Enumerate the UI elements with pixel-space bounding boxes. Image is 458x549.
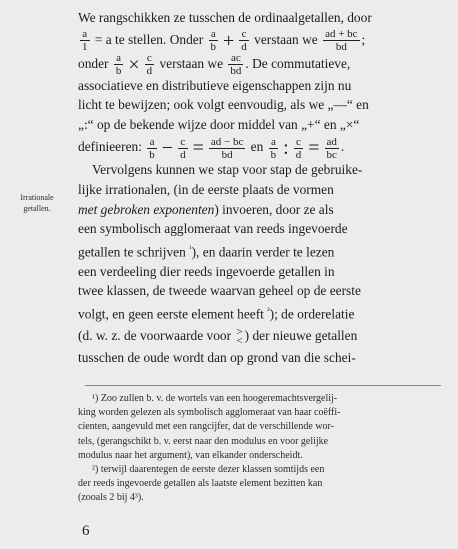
body-line-formula [78, 134, 444, 160]
body-line-formula [78, 28, 444, 52]
text-run: volgt, en geen eerste element heeft [78, 306, 268, 322]
numerator: ad [326, 135, 337, 148]
numerator: c [178, 136, 188, 149]
text-run: verstaan we [156, 55, 227, 71]
footnote-ref: ² [267, 306, 270, 315]
minus-operator: − [161, 137, 174, 160]
numerator: a [269, 136, 279, 149]
body-line-formula [78, 52, 444, 76]
numerator: ac [228, 52, 243, 65]
text-run: en [247, 139, 267, 155]
footnote-line: ¹) Zoo zullen b. v. de wortels van een hoogeremachtsvergelij- [92, 393, 338, 404]
footnote-line: tels, (gerangschikt b. v. eerst naar den modulus en voor gelijke [78, 435, 329, 447]
denominator: bd [230, 65, 242, 76]
plus-operator: + [223, 29, 235, 52]
denominator: d [295, 148, 302, 161]
body-line: een symbolisch agglomeraat van reeds ingevoerde [78, 221, 348, 237]
body-line: „:“ op de bekende wijze door middel van „+“ en „×“ [78, 116, 360, 132]
denominator: bd [221, 148, 233, 161]
fraction [323, 28, 359, 52]
numerator: ad + bc [325, 28, 358, 41]
denominator: b [210, 41, 217, 52]
body-line: tusschen de oude wordt dan op grond van die schei- [78, 350, 356, 366]
page-number: 6 [82, 523, 90, 539]
text-run: ) invoeren, door ze als [214, 201, 334, 217]
text-run: = a te stellen. Onder [91, 31, 207, 47]
numerator: a [147, 136, 157, 149]
body-line [78, 239, 444, 262]
footnote-ref: ¹ [189, 243, 192, 253]
text-run: (d. w. z. de voorwaarde voor [78, 328, 235, 344]
text-run: ); de orderelatie [269, 306, 355, 322]
footnotes [78, 392, 444, 506]
fraction [239, 28, 249, 52]
body-line: licht te bewijzen; ook volgt eenvoudig, als we „—“ en [78, 97, 369, 113]
denominator: b [270, 148, 277, 161]
footnote-line: (zooals 2 bij 4³). [78, 492, 144, 504]
numerator: a [114, 52, 124, 65]
fraction [147, 136, 157, 161]
text-run: definieeren: [78, 139, 146, 155]
divide-operator: : [283, 137, 289, 160]
fraction [145, 52, 155, 76]
denominator: b [115, 65, 122, 76]
denominator: bd [335, 41, 347, 52]
footnote-line: der reeds ingevoerde getallen als laatste element bezitten kan [78, 478, 323, 490]
body-line: We rangschikken ze tusschen de ordinaalgetallen, door [78, 10, 372, 25]
greater-symbol: > [236, 325, 243, 338]
denominator: 1 [82, 41, 88, 52]
body-line: Vervolgens kunnen we stap voor stap de gebruike- [92, 162, 363, 178]
fraction [209, 28, 219, 52]
fraction [114, 52, 124, 76]
margin-note-line: Irrationale [20, 193, 54, 202]
equals-sign: = [192, 137, 204, 160]
numerator: a [209, 28, 219, 41]
body-line: associatieve en distributieve eigenschappen zijn nu [78, 77, 352, 93]
fraction [294, 136, 304, 161]
fraction [209, 136, 245, 161]
body-line: twee klassen, de tweede waarvan geheel op de eerste [78, 283, 361, 299]
numerator: ad − bc [210, 135, 244, 148]
footnote-line: king worden gelezen als symbolisch agglomeraat van haar coëffi- [78, 407, 341, 419]
denominator: d [180, 148, 186, 161]
less-symbol: < [236, 334, 243, 347]
margin-note-line: getallen. [23, 204, 51, 213]
text-run: verstaan we [250, 31, 322, 47]
body-text [78, 8, 444, 368]
text-run: ; [361, 31, 366, 47]
margin-note [8, 192, 66, 214]
denominator: d [146, 65, 153, 76]
body-line [78, 301, 444, 324]
denominator: b [149, 148, 155, 161]
footnote-divider [85, 385, 441, 386]
fraction [178, 136, 188, 161]
times-operator: × [128, 53, 140, 76]
fraction [80, 28, 90, 52]
text-run: . De commutatieve, [245, 55, 351, 71]
denominator: bc [326, 148, 337, 161]
equals-sign: = [308, 137, 320, 160]
numerator: a [80, 28, 90, 41]
order-relation-symbol [236, 325, 243, 347]
footnote-line: ²) terwijl daarentegen de eerste dezer klassen somtijds een [92, 464, 325, 476]
text-run: ) der nieuwe getallen [244, 328, 358, 344]
body-line: een verdeeling dier reeds ingevoerde getallen in [78, 263, 335, 279]
fraction [269, 136, 279, 161]
footnote-line: modulus naar het argument), van elkander onderscheidt. [78, 449, 303, 461]
footnote-1 [78, 392, 444, 463]
fraction [228, 52, 243, 76]
body-line [78, 200, 444, 220]
text-run: onder [78, 55, 112, 71]
numerator: c [145, 52, 155, 65]
text-run: getallen te schrijven [78, 244, 190, 260]
numerator: c [239, 28, 249, 41]
footnote-2 [78, 463, 444, 506]
numerator: c [294, 136, 304, 149]
text-run: ), en daarin verder te lezen [191, 244, 335, 260]
denominator: d [241, 41, 247, 52]
emphasis-text: met gebroken exponenten [78, 201, 215, 217]
body-line [78, 324, 444, 348]
body-line: lijke irrationalen, (in de eerste plaats de vormen [78, 181, 334, 197]
fraction [325, 136, 339, 161]
footnote-line: cienten, aangevuld met een rangcijfer, dat de verschillende wor- [78, 421, 334, 433]
text-run: . [340, 139, 345, 155]
